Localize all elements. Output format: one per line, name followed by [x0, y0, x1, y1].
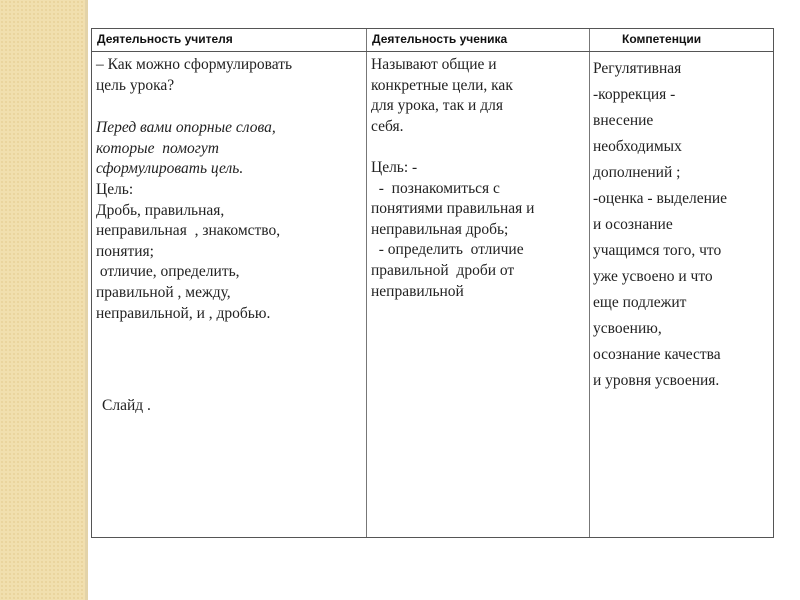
competence-cell	[593, 56, 727, 394]
slide-reference: Слайд .	[102, 397, 151, 415]
text-line: Перед вами опорные слова,	[96, 119, 276, 137]
text-line: правильной дроби от	[371, 261, 515, 279]
header-teacher: Деятельность учителя	[97, 32, 233, 46]
decorative-side-strip	[0, 0, 88, 600]
text-line: Называют общие и	[371, 56, 497, 73]
student-cell	[371, 55, 534, 302]
text-line: Регулятивная	[593, 60, 682, 77]
column-divider	[589, 29, 590, 537]
text-line: неправильная дробь;	[371, 220, 509, 238]
text-line: сформулировать цель.	[96, 160, 244, 178]
text-line: которые помогут	[96, 139, 219, 157]
text-line: учащимся того, что	[593, 242, 722, 259]
text-line: неправильной	[371, 282, 464, 300]
text-line	[371, 137, 534, 158]
text-line: усвоению,	[593, 320, 662, 337]
text-line: и осознание	[593, 216, 673, 233]
header-divider	[92, 51, 773, 52]
teacher-cell	[96, 55, 292, 417]
text-line: - познакомиться с	[371, 179, 500, 197]
text-line: еще подлежит	[593, 294, 687, 311]
text-line: Цель:	[96, 180, 134, 198]
text-line: конкретные цели, как	[371, 76, 513, 94]
text-line: понятиями правильная и	[371, 200, 535, 218]
text-line: – Как можно сформулировать	[96, 56, 293, 73]
text-line: Дробь, правильная,	[96, 201, 225, 219]
text-line: понятия;	[96, 242, 154, 260]
text-line: Цель: -	[371, 158, 418, 176]
lesson-table	[91, 28, 774, 538]
text-line: дополнений ;	[593, 164, 681, 181]
text-line: правильной , между,	[96, 283, 231, 301]
header-student: Деятельность ученика	[372, 32, 508, 46]
text-line: цель урока?	[96, 76, 175, 94]
text-line: внесение	[593, 112, 654, 129]
text-line: -коррекция -	[593, 86, 676, 103]
text-line: уже усвоено и что	[593, 268, 713, 285]
text-line: и уровня усвоения.	[593, 372, 720, 389]
text-line: осознание качества	[593, 346, 721, 363]
text-line: отличие, определить,	[96, 263, 240, 281]
text-line: необходимых	[593, 138, 682, 155]
header-competence: Компетенции	[622, 32, 702, 46]
text-line: неправильной, и , дробью.	[96, 304, 271, 322]
text-line: для урока, так и для	[371, 97, 503, 115]
text-line: неправильная , знакомство,	[96, 222, 281, 240]
text-line: - определить отличие	[371, 241, 524, 259]
column-divider	[366, 29, 367, 537]
text-line: -оценка - выделение	[593, 190, 728, 207]
text-line: себя.	[371, 117, 404, 135]
